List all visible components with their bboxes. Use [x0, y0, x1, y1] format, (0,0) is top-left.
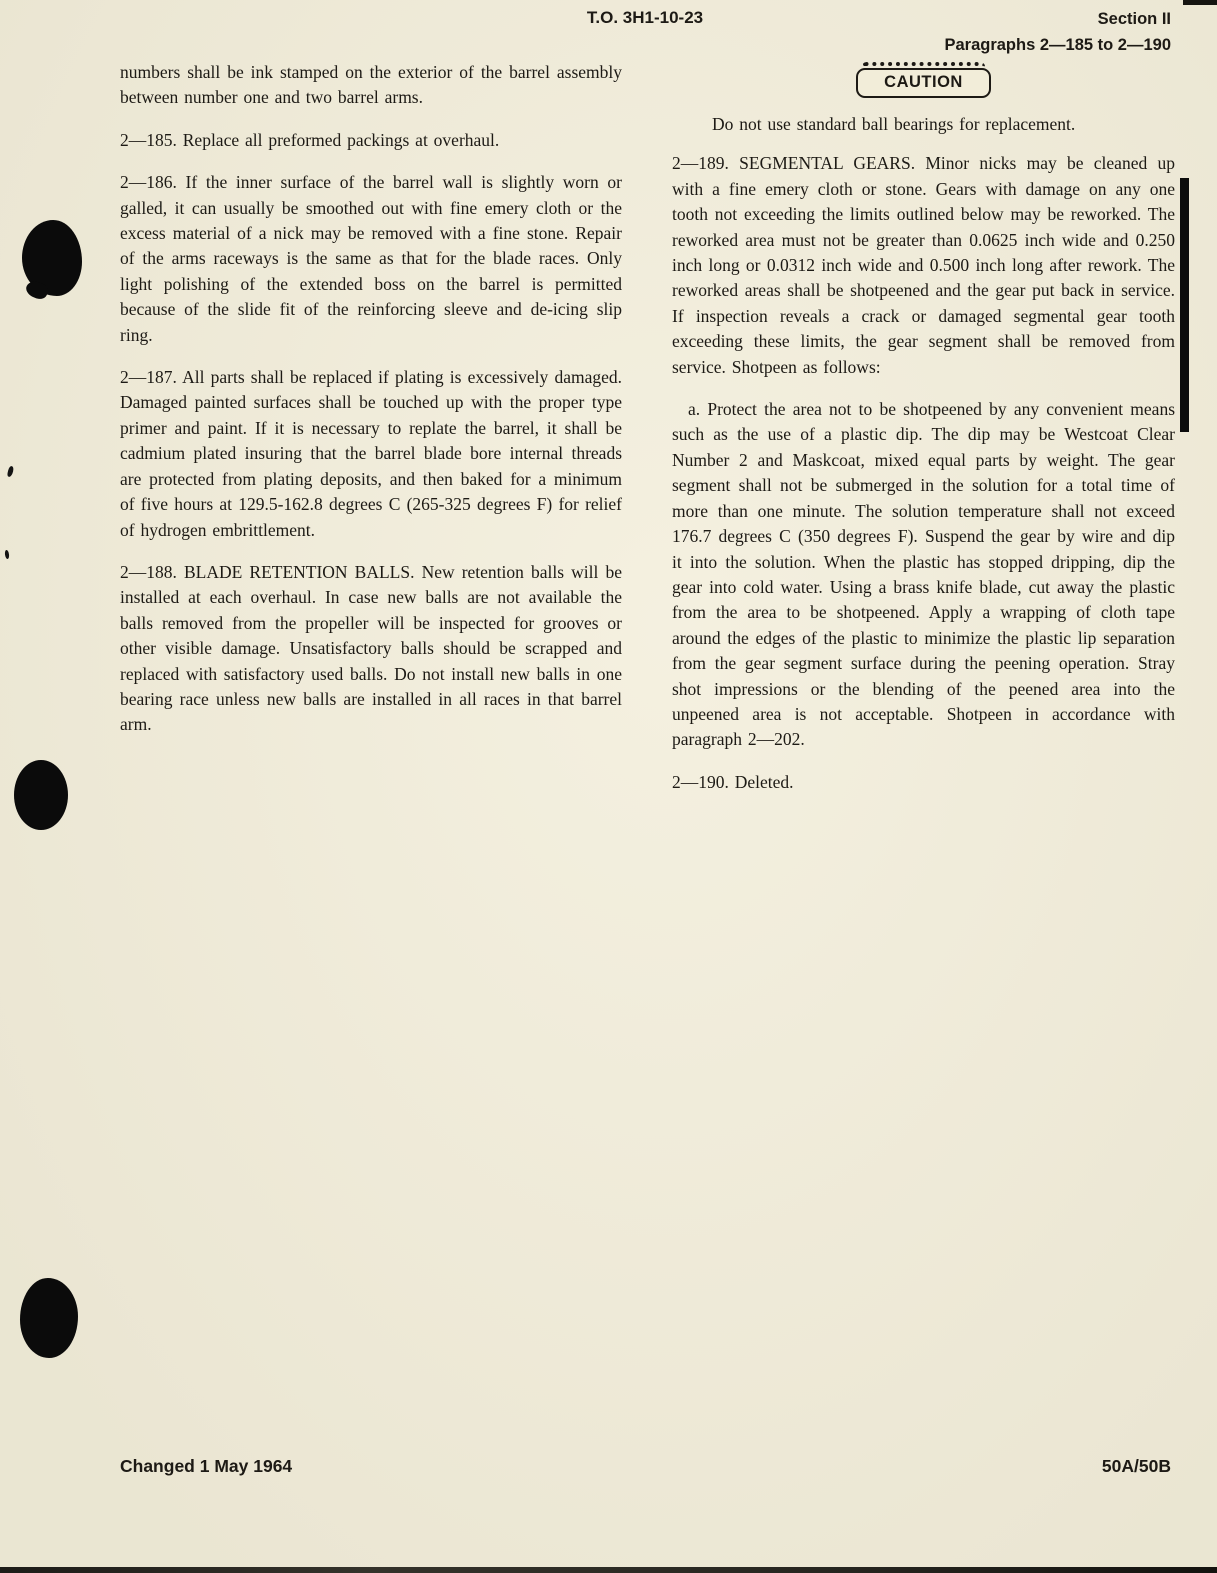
paragraph-range: Paragraphs 2—185 to 2—190 [944, 36, 1171, 54]
paragraph-2-186: 2—186. If the inner surface of the barrel wall is slightly worn or galled, it can usually be smoothed out with fine emery cloth or the excess material of a nick may be removed with a fine stone. Repair of the arms raceways is the same as that for the blade races. Only light polishing of the extended boss on the barrel is permitted because of the slide fit of the reinforcing sleeve and de-icing slip ring. [120, 172, 622, 345]
right-column [672, 60, 1175, 812]
ink-speck [4, 550, 9, 559]
ink-speck [7, 466, 15, 478]
paragraph-2-188: 2—188. BLADE RETENTION BALLS. New retention balls will be installed at each overhaul. In case new balls are not available the balls removed from the propeller will be inspected for grooves or other visible damage. Unsatisfactory balls should be scrapped and replaced with satisfactory used balls. Do not install new balls in one bearing race unless new balls are installed in all races in that barrel arm. [120, 561, 622, 735]
header-right-block [944, 6, 1171, 58]
footer-page-number: 50A/50B [1101, 1456, 1171, 1476]
caution-note: Do not use standard ball bearings for replacement. [712, 114, 1076, 134]
paragraph-2-189: 2—189. SEGMENTAL GEARS. Minor nicks may be cleaned up with a fine emery cloth or stone. Gears with damage on any one tooth not exceeding the limits outlined below may be reworked. The reworked area must not be greater than 0.0625 inch wide and 0.250 inch long or 0.0312 inch wide and 0.500 inch long after rework. The reworked areas shall be shotpeened and the gear put back in service. If inspection reveals a crack or damaged segmental gear tooth exceeding these limits, the gear segment shall be removed from service. Shotpeen as follows: [672, 153, 1175, 377]
scan-edge-corner [1183, 0, 1217, 5]
ink-blot [20, 1278, 78, 1358]
paragraph-2-185: 2—185. Replace all preformed packings at overhaul. [120, 129, 500, 150]
caution-label: CAUTION [884, 73, 963, 91]
change-bar [1180, 178, 1189, 432]
ink-blot [14, 760, 68, 830]
paragraph-2-187: 2—187. All parts shall be replaced if plating is excessively damaged. Damaged painted surfaces shall be touched up with the proper type primer and paint. If it is necessary to replate the barrel, it shall be cadmium plated insuring that the barrel blade bore internal threads are protected from plating deposits, and then baked for a minimum of five hours at 129.5-162.8 degrees C (265-325 degrees F) for relief of hydrogen embrittlement. [120, 367, 622, 540]
paragraph-2-190: 2—190. Deleted. [672, 771, 794, 792]
doc-number: T.O. 3H1-10-23 [586, 8, 704, 27]
paragraph-2-189a: a. Protect the area not to be shotpeened by any convenient means such as the use of a plastic dip. The dip may be Westcoat Clear Number 2 and Maskcoat, mixed equal parts by weight. The gear segment shall not be submerged in the solution for a total time of more than one minute. The solution temperature shall not exceed 176.7 degrees C (350 degrees F). Suspend the gear by wire and dip it into the solution. When the plastic has stopped dripping, dip the gear into cold water. Using a brass knife blade, cut away the plastic from the area to be shotpeened. Apply a wrapping of cloth tape around the edges of the plastic to minimize the plastic lip separation from the gear segment surface during the peening operation. Stray shot impressions or the blending of the peened area into the unpeened area is not acceptable. Shotpeen in accordance with paragraph 2—202. [672, 399, 1175, 750]
paragraph-continuation: numbers shall be ink stamped on the exterior of the barrel assembly between number one and two barrel arms. [120, 62, 622, 108]
caution-box [672, 68, 1175, 98]
section-title: Section II [1097, 10, 1171, 28]
footer-change-date: Changed 1 May 1964 [120, 1456, 293, 1476]
left-column [120, 60, 622, 755]
scan-edge-bottom [0, 1567, 1217, 1573]
